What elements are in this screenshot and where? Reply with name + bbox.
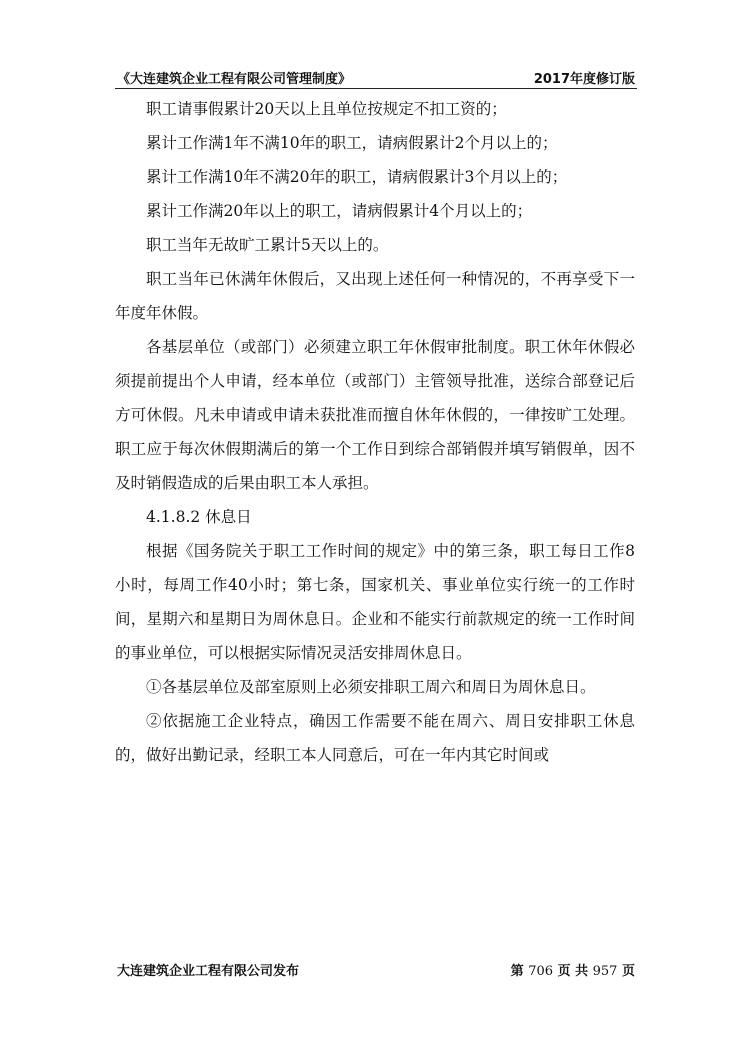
document-body — [115, 92, 635, 772]
page-header — [115, 66, 637, 89]
paragraph: ①各基层单位及部室原则上必须安排职工周六和周日为周休息日。 — [146, 678, 596, 696]
page-number — [511, 960, 635, 979]
paragraph: 累计工作满10年不满20年的职工，请病假累计3个月以上的； — [146, 168, 568, 186]
page-total: 957 — [592, 964, 618, 979]
publisher-label: 大连建筑企业工程有限公司发布 — [117, 964, 300, 979]
paragraph: 累计工作满1年不满10年的职工，请病假累计2个月以上的； — [146, 134, 558, 152]
page-mid: 页 共 — [557, 964, 589, 979]
document-version: 2017年度修订版 — [533, 72, 635, 87]
page-current: 706 — [528, 964, 554, 979]
paragraph: 累计工作满20年以上的职工，请病假累计4个月以上的； — [146, 202, 533, 220]
paragraph: 职工当年已休满年休假后，又出现上述任何一种情况的，不再享受下一年度年休假。 — [115, 270, 635, 322]
paragraph: 职工请事假累计20天以上且单位按规定不扣工资的； — [146, 100, 507, 118]
page-suffix: 页 — [621, 964, 635, 979]
paragraph: 职工当年无故旷工累计5天以上的。 — [146, 236, 389, 254]
section-heading: 4.1.8.2 休息日 — [146, 508, 252, 526]
paragraph: 各基层单位（或部门）必须建立职工年休假审批制度。职工休年休假必须提前提出个人申请，经本单位（或部门）主管领导批准，送综合部登记后方可休假。凡未申请或申请未获批准而擅自休年休假的，一律按旷工处理。职工应于每次休假期满后的第一个工作日到综合部销假并填写销假单，因不及时销假造成的后果由职工本人承担。 — [115, 338, 635, 492]
page-prefix: 第 — [510, 964, 524, 979]
document-title: 《大连建筑企业工程有限公司管理制度》 — [117, 72, 352, 87]
paragraph: ②依据施工企业特点，确因工作需要不能在周六、周日安排职工休息的，做好出勤记录，经职工本人同意后，可在一年内其它时间或 — [115, 712, 635, 764]
paragraph: 根据《国务院关于职工工作时间的规定》中的第三条，职工每日工作8小时，每周工作40小时；第七条，国家机关、事业单位实行统一的工作时间，星期六和星期日为周休息日。企业和不能实行前款规定的统一工作时间的事业单位，可以根据实际情况灵活安排周休息日。 — [115, 542, 635, 662]
